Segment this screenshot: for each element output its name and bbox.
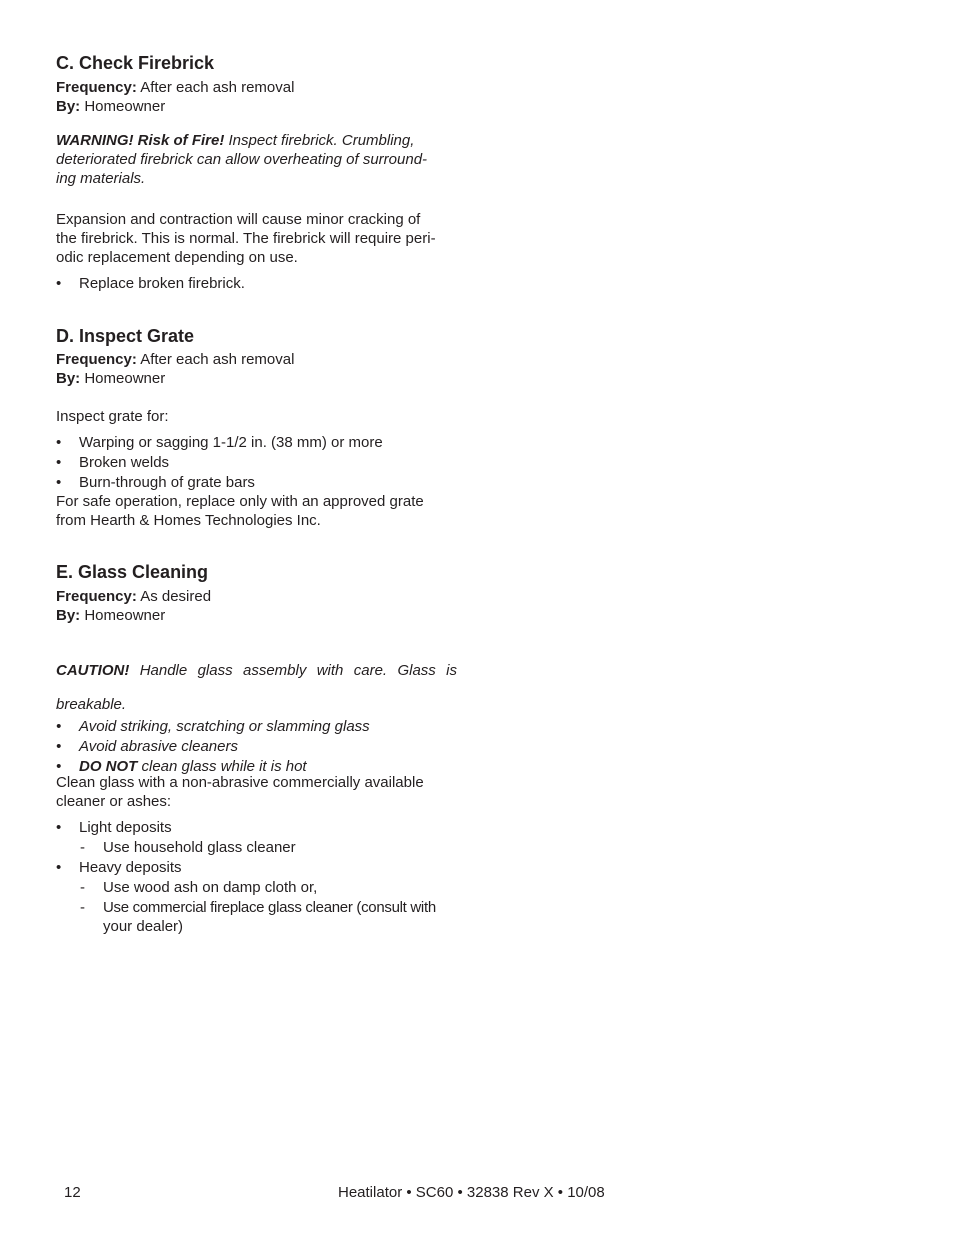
section-e-meta [56, 587, 457, 625]
sub-list-item: - Use commercial fireplace glass cleaner (consult with your dealer) [56, 898, 457, 936]
sub-list-item: - Use household glass cleaner [56, 838, 457, 857]
caution-block [56, 646, 457, 776]
bullet-list [56, 274, 457, 293]
section-glass-cleaning [56, 561, 457, 583]
list-item: • Warping or sagging 1-1/2 in. (38 mm) or more [56, 433, 457, 452]
caution-label: CAUTION! [56, 662, 130, 679]
frequency-label: Frequency: [56, 79, 137, 96]
list-item: • Heavy deposits [56, 858, 457, 877]
list-item: • Avoid abrasive cleaners [56, 737, 457, 756]
by-label: By: [56, 370, 81, 387]
paragraph: Clean glass with a non-abrasive commercially available cleaner or ashes: [56, 774, 424, 810]
by-value: Homeowner [84, 98, 166, 115]
by-value: Homeowner [84, 607, 166, 624]
section-d-meta [56, 350, 457, 388]
sub-list-item: - Use wood ash on damp cloth or, [56, 878, 457, 897]
warning-text: Inspect firebrick. Crumbling, [224, 132, 415, 149]
paragraph: Inspect grate for: [56, 408, 169, 425]
frequency-value: After each ash removal [140, 79, 295, 96]
frequency-value: After each ash removal [140, 351, 295, 368]
by-value: Homeowner [84, 370, 166, 387]
bullet-list: • Warping or sagging 1-1/2 in. (38 mm) or more • Broken welds • Burn-through of grate bars For safe operation, replace only with an approved grate from Hearth & Homes Technologies Inc. [56, 433, 457, 530]
paragraph: Expansion and contraction will cause minor cracking of the firebrick. This is normal. The firebrick will require peri- odic replacement depending on use. [56, 211, 436, 266]
list-item: • Broken welds [56, 453, 457, 472]
cleaning-list [56, 818, 457, 936]
list-item: • Burn-through of grate bars [56, 473, 457, 492]
section-title: C. Check Firebrick [56, 53, 215, 73]
page-number: 12 [64, 1184, 81, 1201]
frequency-label: Frequency: [56, 351, 137, 368]
warning-text: deteriorated firebrick can allow overheating of surround- [56, 151, 428, 168]
section-check-firebrick [56, 52, 457, 74]
section-inspect-grate [56, 325, 457, 347]
section-title: D. Inspect Grate [56, 326, 195, 346]
frequency-value: As desired [140, 588, 212, 605]
by-label: By: [56, 607, 81, 624]
frequency-label: Frequency: [56, 588, 137, 605]
caution-text: breakable. [56, 696, 127, 713]
list-item: • Light deposits [56, 818, 457, 837]
warning-text: ing materials. [56, 170, 146, 187]
warning-label: WARNING! Risk of Fire! [56, 132, 225, 149]
section-c-meta [56, 78, 457, 116]
by-label: By: [56, 98, 81, 115]
section-title: E. Glass Cleaning [56, 562, 209, 582]
list-item: • Avoid striking, scratching or slamming glass [56, 717, 457, 736]
footer-doc-info: Heatilator • SC60 • 32838 Rev X • 10/08 [338, 1184, 605, 1201]
warning-block [56, 131, 457, 188]
caution-text: Handle glass assembly with care. Glass is [129, 662, 457, 679]
list-item: • DO NOT clean glass while it is hot [56, 757, 457, 776]
list-item: • Replace broken firebrick. [56, 274, 457, 293]
